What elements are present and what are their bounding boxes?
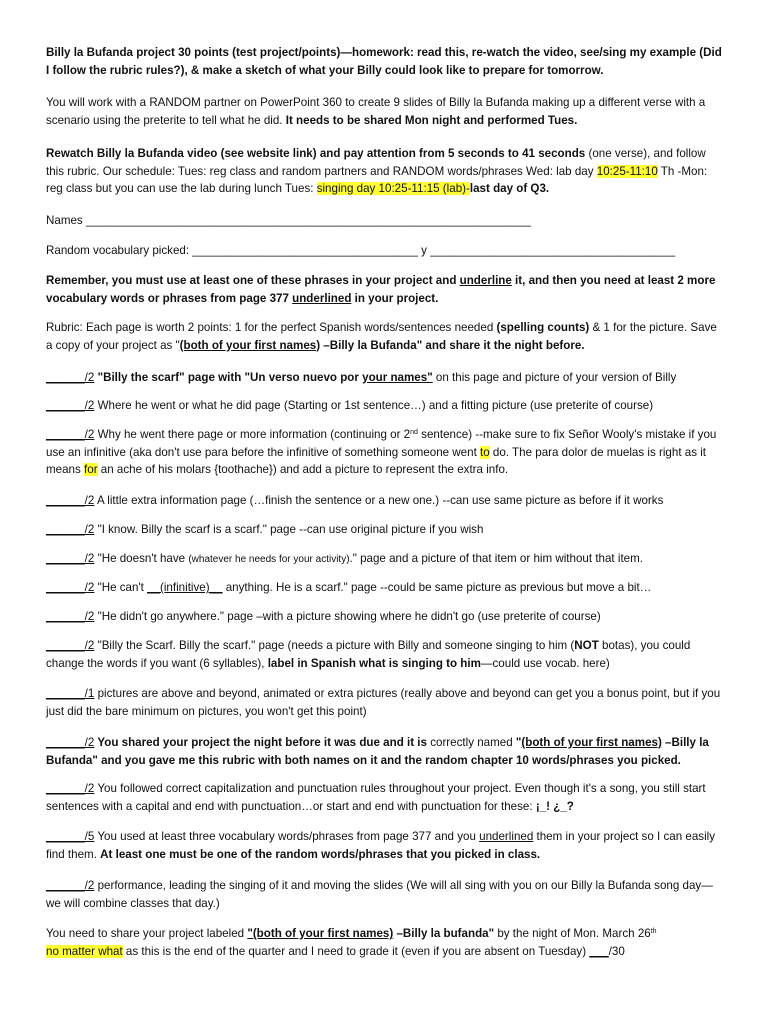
highlight-for: for xyxy=(84,463,98,477)
score-blank: ______/2 xyxy=(46,399,95,412)
item-segment: sentence) --make sure to fix Señor Wooly's mistake if you use an infinitive (aka don't use para before the infinitive of something someone went xyxy=(46,428,717,459)
rubric-item-why-he-went xyxy=(46,426,722,479)
random-vocab-line: Random vocabulary picked: ___________________________________ y ______________________________________ xyxy=(46,244,676,257)
score-blank: ______/2 xyxy=(46,610,95,623)
rubric-item-billy-the-scarf xyxy=(46,637,722,672)
item-segment: —could use vocab. here) xyxy=(480,656,610,670)
rubric-item-performance xyxy=(46,877,722,912)
item-segment: (both of your first names) xyxy=(521,736,662,749)
closing-paragraph xyxy=(46,925,722,960)
item-segment: ¡_! ¿_? xyxy=(535,799,574,813)
score-blank: ______/1 xyxy=(46,687,95,700)
item-segment: "Billy the Scarf. Billy the scarf." page (needs a picture with Billy and someone singing to him ( xyxy=(94,639,575,652)
rubric-item-i-know xyxy=(46,521,722,539)
item-segment: "He didn't go anywhere." page –with a picture showing where he didn't go (use preterite of course) xyxy=(94,610,601,623)
rubric-item-cant xyxy=(46,579,722,597)
total-score-blank: ___ xyxy=(589,944,609,958)
item-segment: At least one must be one of the random words/phrases that you picked in class. xyxy=(100,847,541,861)
item-segment: You followed correct capitalization and punctuation rules throughout your project. Even though it's a song, you still start sentences with a capital and end with punctuation…or start and end with punctuation for these: xyxy=(46,782,706,813)
item-segment: " xyxy=(512,736,522,749)
partner-segment: You will work with a RANDOM partner on PowerPoint 360 to create 9 slides of Billy la Bufanda making up a different verse with a scenario using the preterite to tell what he did. xyxy=(46,96,706,127)
item-segment: underlined xyxy=(479,830,534,843)
item-segment: label in Spanish what is singing to him xyxy=(267,656,481,670)
score-blank: ______/2 xyxy=(46,371,95,384)
item-segment-small: (whatever he needs for your activity) xyxy=(188,554,350,565)
rubric-intro-segment: Rubric: Each page is worth 2 points: 1 for the perfect Spanish words/sentences needed xyxy=(46,321,497,334)
item-segment: ." page and a picture of that item or him without that item. xyxy=(349,552,643,565)
rubric-item-where-he-went xyxy=(46,397,722,415)
rubric-item-scarf-page xyxy=(46,369,722,387)
closing-segment: as this is the end of the quarter and I need to grade it (even if you are absent on Tuesday) xyxy=(122,944,590,958)
item-segment: them in your project so I can easily find them. xyxy=(46,830,716,861)
item-segment: You shared your project the night before it was due and it is xyxy=(94,736,431,749)
item-segment: Why he went there page or more information (continuing or 2 xyxy=(94,428,411,441)
item-segment: correctly named xyxy=(430,736,513,749)
rubric-item-doesnt-have xyxy=(46,550,722,569)
rubric-intro-paragraph xyxy=(46,319,722,354)
intro-segment: Billy la Bufanda project 30 points (test project/points)—homework: read this, re-watch the video, see/sing my example (Did I follow the rubric rules?), & make a sketch of what your Billy could look like to prepare for tomorrow. xyxy=(46,46,722,77)
superscript: nd xyxy=(410,429,418,436)
schedule-highlight: 10:25-11:10 xyxy=(596,164,658,178)
rubric-intro-segment: (spelling counts) xyxy=(496,321,590,334)
schedule-segment: Th -Mon: reg class but you can use the lab during lunch Tues: xyxy=(46,164,708,196)
names-line: Names _____________________________________________________________________ xyxy=(46,214,531,227)
closing-highlight: no matter what xyxy=(46,944,123,958)
rubric-item-pictures xyxy=(46,685,722,720)
item-segment: –Billy la Bufanda" and you gave me this rubric with both names on it and the random chapter 10 words/phrases you picked. xyxy=(46,736,709,767)
item-segment: A little extra information page (…finish the sentence or a new one.) --can use same picture as before if it works xyxy=(94,494,664,507)
closing-segment: "(both of your first names) xyxy=(247,927,394,940)
superscript: th xyxy=(650,928,657,935)
total-points: /30 xyxy=(608,944,625,958)
partner-segment: It needs to be shared Mon night and performed Tues. xyxy=(285,113,578,127)
remember-segment: underline xyxy=(459,274,512,287)
score-blank: ______/2 xyxy=(46,494,95,507)
rubric-item-extra-info xyxy=(46,492,722,510)
item-segment: do. The para dolor de muelas is right as it means xyxy=(46,445,707,477)
remember-segment: Remember, you must use at least one of these phrases in your project and xyxy=(46,274,460,287)
closing-segment: by the night of Mon. March 26 xyxy=(494,927,651,940)
schedule-segment: (one verse), and follow this rubric. Our schedule: Tues: reg class and random partners and RANDOM words/phrases Wed: lab day xyxy=(46,147,706,178)
intro-paragraph xyxy=(46,44,722,79)
item-segment: anything. He is a scarf." page --could be same picture as previous but move a bit… xyxy=(222,581,652,594)
item-segment: NOT xyxy=(574,639,599,652)
highlight-to: to xyxy=(480,445,490,459)
item-segment: on this page and picture of your version of Billy xyxy=(432,371,677,384)
item-segment: "He doesn't have xyxy=(94,552,189,565)
rubric-intro-segment: & 1 for the picture. Save a copy of your project as " xyxy=(46,321,717,352)
item-segment: an ache of his molars {toothache}) and add a picture to represent the extra info. xyxy=(97,463,509,477)
score-blank: ______/2 xyxy=(46,581,95,594)
remember-segment: it, and then you need at least 2 more vocabulary words or phrases from page 377 xyxy=(46,274,716,305)
item-segment: performance, leading the singing of it and moving the slides (We will all sing with you on our Billy la Bufanda song day—we will combine classes that day.) xyxy=(46,879,713,910)
schedule-segment: Rewatch Billy la Bufanda video (see website link) and pay attention from 5 seconds to 41 seconds xyxy=(46,147,589,160)
rubric-intro-segment: (both of your first names) xyxy=(179,338,321,352)
score-blank: ______/2 xyxy=(46,782,95,795)
score-blank: ______/2 xyxy=(46,736,95,749)
schedule-paragraph xyxy=(46,145,722,198)
closing-segment: You need to share your project labeled xyxy=(46,927,248,940)
rubric-item-shared xyxy=(46,734,722,769)
item-segment: "Billy the scarf" page with "Un verso nuevo por xyxy=(97,371,363,384)
score-blank: ______/2 xyxy=(46,428,95,441)
score-blank: ______/2 xyxy=(46,523,95,536)
score-blank: ______/2 xyxy=(46,639,95,652)
item-segment: "I know. Billy the scarf is a scarf." page --can use original picture if you wish xyxy=(94,523,484,536)
remember-paragraph xyxy=(46,272,722,307)
remember-segment: underlined xyxy=(292,291,352,305)
item-segment: your names" xyxy=(362,371,433,384)
schedule-highlight: singing day 10:25-11:15 (lab)- xyxy=(316,182,470,196)
item-segment: Where he went or what he did page (Starting or 1st sentence…) and a fitting picture (use preterite of course) xyxy=(94,399,654,412)
closing-segment: –Billy la bufanda" xyxy=(393,927,495,940)
partner-paragraph xyxy=(46,94,722,129)
rubric-item-didnt-go xyxy=(46,608,722,626)
rubric-item-vocabulary xyxy=(46,828,722,863)
score-blank: ______/2 xyxy=(46,552,95,565)
item-segment: You used at least three vocabulary words/phrases from page 377 and you xyxy=(94,830,480,843)
rubric-intro-segment: –Billy la Bufanda" and share it the night before. xyxy=(320,338,585,352)
score-blank: ______/2 xyxy=(46,879,95,892)
schedule-segment: last day of Q3. xyxy=(469,182,550,196)
item-segment: botas), you could change the words if you want (6 syllables), xyxy=(46,639,691,670)
item-segment: pictures are above and beyond, animated or extra pictures (really above and beyond can get you a bonus point, but if you just did the bare minimum on pictures, you won't get this point) xyxy=(46,687,721,718)
rubric-item-capitalization xyxy=(46,780,722,815)
item-segment: __(infinitive)__ xyxy=(147,581,223,594)
remember-segment: in your project. xyxy=(351,291,439,305)
score-blank: ______/5 xyxy=(46,830,95,843)
item-segment: "He can't xyxy=(94,581,148,594)
